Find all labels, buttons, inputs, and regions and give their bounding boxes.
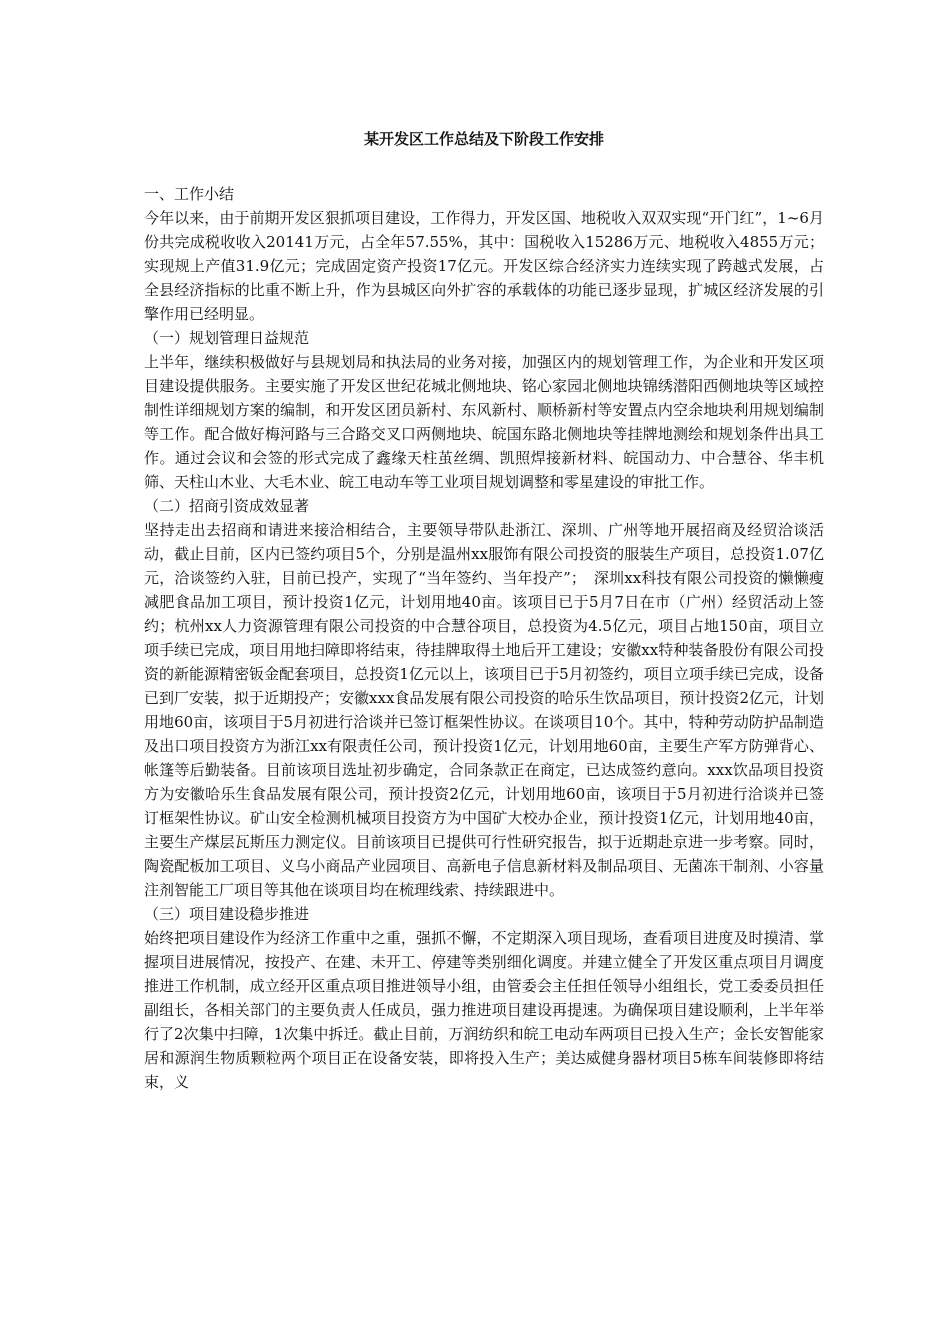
section-heading-projects: （三）项目建设稳步推进 bbox=[144, 905, 310, 923]
section-paragraph-projects: 始终把项目建设作为经济工作重中之重，强抓不懈，不定期深入项目现场，查看项目进度及时摸清、掌握项目进展情况，按投产、在建、未开工、停建等类别细化调度。并建立健全了开发区重点项目月调度推进工作机制，成立经开区重点项目推进领导小组，由管委会主任担任领导小组组长，党工委委员担任副组长，各相关部门的主要负责人任成员，强力推进项目建设再提速。为确保项目建设顺利，上半年举行了2次集中扫障，1次集中拆迁。截止目前，万润纺织和皖工电动车两项目已投入生产；金长安智能家居和源润生物质颗粒两个项目正在设备安装，即将投入生产；美达威健身器材项目5栋车间装修即将结束，义 bbox=[144, 929, 824, 1091]
section-heading-investment: （二）招商引资成效显著 bbox=[144, 497, 310, 515]
section-paragraph-investment: 坚持走出去招商和请进来接洽相结合，主要领导带队赴浙江、深圳、广州等地开展招商及经贸洽谈活动，截止目前，区内已签约项目5个，分别是温州xx服饰有限公司投资的服装生产项目，总投资1.07亿元，洽谈签约入驻，目前已投产，实现了“当年签约、当年投产”； 深圳xx科技有限公司投资的懒懒瘦减肥食品加工项目，预计投资1亿元，计划用地40亩。该项目已于5月7日在市（广州）经贸活动上签约；杭州xx人力资源管理有限公司投资的中合慧谷项目，总投资为4.5亿元，项目占地150亩，项目立项手续已完成，项目用地扫障即将结束，待挂牌取得土地后开工建设；安徽xx特种装备股份有限公司投资的新能源精密钣金配套项目，总投资1亿元以上，该项目已于5月初签约，项目立项手续已完成，设备已到厂安装，拟于近期投产；安徽xxx食品发展有限公司投资的哈乐生饮品项目，预计投资2亿元，计划用地60亩，该项目于5月初进行洽谈并已签订框架性协议。在谈项目10个。其中，特种劳动防护品制造及出口项目投资方为浙江xx有限责任公司，预计投资1亿元，计划用地60亩，主要生产军方防弹背心、帐篷等后勤装备。目前该项目选址初步确定，合同条款正在商定，已达成签约意向。xxx饮品项目投资方为安徽哈乐生食品发展有限公司，预计投资2亿元，计划用地60亩，该项目于5月初进行洽谈并已签订框架性协议。矿山安全检测机械项目投资方为中国矿大校办企业，预计投资1亿元，计划用地40亩，主要生产煤层瓦斯压力测定仪。目前该项目已提供可行性研究报告，拟于近期赴京进一步考察。同时，陶瓷配板加工项目、义乌小商品产业园项目、高新电子信息新材料及制品项目、无菌冻干制剂、小容量注剂智能工厂项目等其他在谈项目均在梳理线索、持续跟进中。 bbox=[144, 521, 824, 899]
section-paragraph-planning: 上半年，继续积极做好与县规划局和执法局的业务对接，加强区内的规划管理工作，为企业和开发区项目建设提供服务。主要实施了开发区世纪花城北侧地块、铭心家园北侧地块锦绣潜阳西侧地块等区域控制性详细规划方案的编制，和开发区团员新村、东风新村、顺桥新村等安置点内空余地块利用规划编制等工作。配合做好梅河路与三合路交叉口两侧地块、皖国东路北侧地块等挂牌地测绘和规划条件出具工作。通过会议和会签的形式完成了鑫缘天柱茧丝绸、凯照焊接新材料、皖国动力、中合慧谷、华丰机筛、天柱山木业、大毛木业、皖工电动车等工业项目规划调整和零星建设的审批工作。 bbox=[144, 353, 824, 491]
document-body bbox=[144, 126, 824, 1094]
section-heading-planning: （一）规划管理日益规范 bbox=[144, 329, 310, 347]
section-paragraph-summary: 今年以来，由于前期开发区狠抓项目建设，工作得力，开发区国、地税收入双双实现“开门红”，1~6月份共完成税收收入20141万元，占全年57.55%，其中：国税收入15286万元、地税收入4855万元；实现规上产值31.9亿元；完成固定资产投资17亿元。开发区综合经济实力连续实现了跨越式发展，占全县经济指标的比重不断上升，作为县城区向外扩容的承载体的功能已逐步显现，扩城区经济发展的引擎作用已经明显。 bbox=[144, 209, 824, 323]
document-title: 某开发区工作总结及下阶段工作安排 bbox=[363, 130, 604, 148]
section-heading-summary: 一、工作小结 bbox=[144, 185, 235, 203]
